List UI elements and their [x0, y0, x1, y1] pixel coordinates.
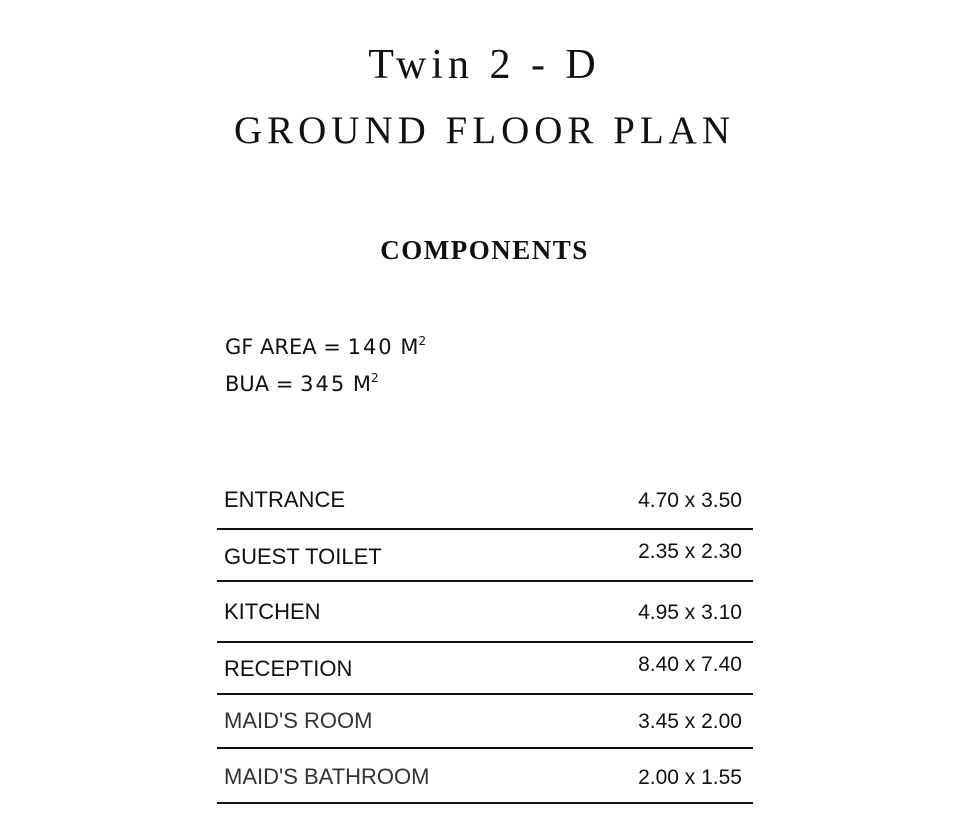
gf-area-unit: M [400, 335, 419, 359]
components-table [217, 478, 753, 804]
component-name: ENTRANCE [224, 487, 346, 512]
plan-title: GROUND FLOOR PLAN [233, 109, 736, 152]
gf-area-sup: 2 [418, 334, 427, 348]
section-heading: COMPONENTS [380, 235, 589, 265]
component-dimensions: 4.70 x 3.50 [638, 489, 742, 512]
table-row [217, 749, 753, 804]
table-row [217, 643, 753, 695]
table-row [217, 478, 753, 530]
bua-sup: 2 [371, 371, 379, 385]
bua-value: 345 [300, 372, 347, 396]
table-row [217, 582, 753, 643]
component-dimensions: 2.00 x 1.55 [638, 766, 742, 789]
bua-unit: M [352, 372, 371, 396]
component-name: KITCHEN [224, 599, 321, 624]
component-name: RECEPTION [224, 656, 353, 681]
table-row [217, 530, 753, 582]
component-name: GUEST TOILET [224, 544, 382, 569]
component-name: MAID'S ROOM [224, 708, 373, 733]
gf-area [225, 328, 426, 360]
unit-title: Twin 2 - D [368, 42, 601, 88]
bua-label: BUA = [225, 372, 301, 396]
component-dimensions: 8.40 x 7.40 [638, 653, 742, 676]
component-name: MAID'S BATHROOM [224, 764, 430, 789]
gf-area-value: 140 [347, 335, 394, 359]
bua-area [225, 365, 379, 397]
table-row [217, 695, 753, 749]
component-dimensions: 3.45 x 2.00 [638, 710, 742, 733]
gf-area-label: GF AREA = [225, 335, 348, 359]
component-dimensions: 2.35 x 2.30 [638, 540, 742, 563]
component-dimensions: 4.95 x 3.10 [638, 601, 742, 624]
